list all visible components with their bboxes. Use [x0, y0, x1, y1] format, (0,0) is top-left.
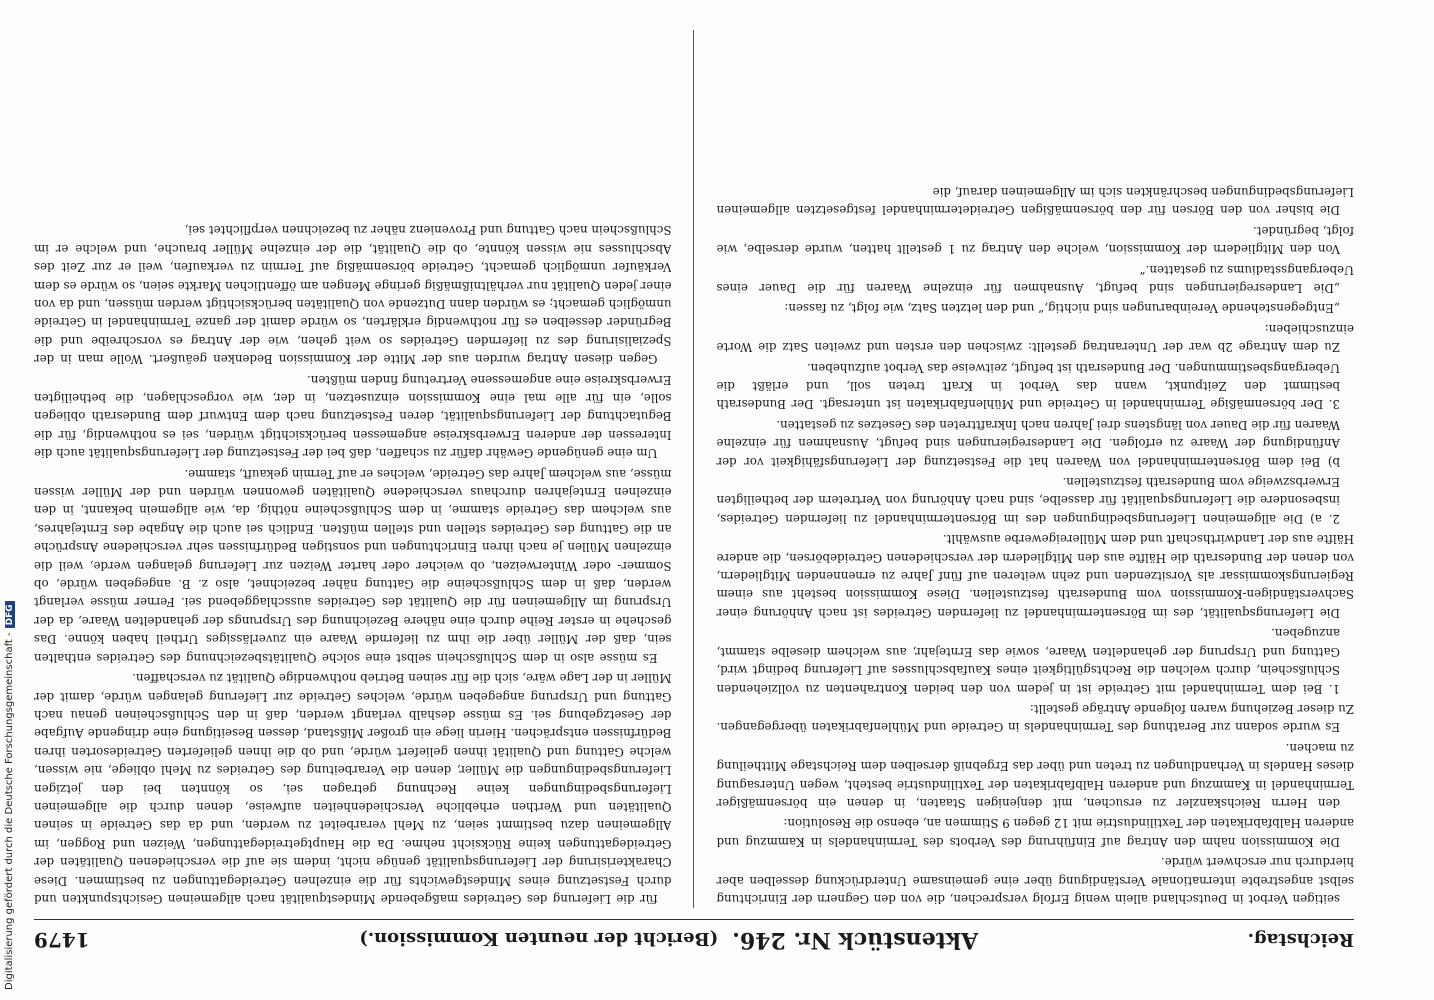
- page-header: [34, 919, 1354, 960]
- right-paragraph: für die Lieferung des Getreides maßgebende Mindestqualität nach allgemeinen Gesichtspunkten und durch Festsetzung eines Mindestgewichts für die einzelnen Getreidegattungen zu bestimmen. Diese Charakterisirung der Lieferungsqualität genüge nicht, indem sie auf die verschiedenen Qualitäten der Getreidegattungen keine Rücksicht nehme. Da die Hauptgetreidegattungen, Weizen und Roggen, im Allgemeinen dazu bestimmt seien, zu Mehl verarbeitet zu werden, und da das Getreide in seinen Qualitäten und Werthen erhebliche Verschiedenheiten aufweise, denen durch die allgemeinen Lieferungsbedingungen keine Rechnung getragen sei, so könnten bei den jetzigen Lieferungsbedingungen die Müller, denen die Verarbeitung des Getreides zu Mehl obliege, nie wissen, welche Gattung und Qualität ihnen geliefert würde, und ob die ihnen gelieferten Getreidesorten ihren Bedürfnissen entsprächen. Hierin liege ein großer Mißstand, dessen Beseitigung eine dringende Aufgabe der Gesetzgebung sei. Es müsse deshalb verlangt werden, daß in den Schlußscheinen genau nach Gattung und Ursprung angegeben würde, welches Getreide zur Lieferung gelangen würde, damit der Müller in der Lage wäre, sich die für seinen Betrieb nothwendige Qualität zu verschaffen.: [34, 671, 672, 906]
- left-paragraph: Von den Mitgliedern der Kommission, welche den Antrag zu 1 gestellt hatten, wurde derselbe, wie folgt, begründet.: [716, 223, 1354, 257]
- running-title-left: Reichstag.: [1247, 929, 1354, 951]
- credit-text: Digitalisierung gefördert durch die Deutsche Forschungsgemeinschaft -: [4, 632, 15, 990]
- running-title-right: (Bericht der neunten Kommission.): [359, 928, 719, 949]
- left-paragraph: b) Bei dem Börsenterminhandel von Waaren hat die Festsetzung der Lieferungsfähigkeit vor der Anfündigung der Waare zu erfolgen. Die Landesregierungen sind befugt, Ausnahmen für einzelne Waaren für die Dauer von längstens drei Jahren nach Inkrafttreten des Gesetzes zu gestatten.: [716, 417, 1340, 469]
- left-paragraph: seitigen Verbot in Deutschland allein wenig Erfolg versprechen, die von den Gegnern der Einrichtung selbst angestrebte internationale Verständigung über eine gemeinsame Unterdrückung desselben aber hierdurch nur erschwert würde.: [716, 855, 1354, 906]
- left-paragraph: 3. Der börsenmäßige Terminhandel in Getreide und Mühlenfabrikaten ist untersagt. Der Bundesrath bestimmt den Zeitpunkt, wann das Verbot in Kraft treten soll, und erläßt die Uebergangsbestimmungen. Der Bundesrath ist befugt, zeitweise das Verbot aufzuheben.: [716, 360, 1340, 412]
- right-paragraph: Gegen diesen Antrag wurden aus der Mitte der Kommission Bedenken geäußert. Wolle man in der Spezialisirung des zu liefernden Getreides so weit gehen, wie der Antrag es vorschreibe und die Begründer desselben es für nothwendig erklärten, so würde damit der ganze Terminhandel in Getreide unmöglich gemacht; es würden dann Dutzende von Qualitäten berücksichtigt werden müssen, und da von einer jeden Qualität nur verhältnißmäßig geringe Mengen am öffentlichen Markte seien, so würde es dem Verkäufer unmöglich gemacht, Getreide börsenmäßig auf Termin zu verkaufen, weil er zur Zeit des Abschlusses nie wissen könnte, ob die Qualität, die der einzelne Müller brauche, und welche er im Schlußschein nach Gattung und Provenienz näher zu bezeichnen verpflichtet sei,: [34, 223, 672, 367]
- left-paragraph: „Die Landesregierungen sind befugt, Ausnahmen für einzelne Waaren für die Dauer eines Uebergangsstadiums zu gestatten.“: [716, 262, 1354, 295]
- left-paragraph: Die bisher von den Börsen für den börsenmäßigen Getreideterminhandel festgesetzten allgemeinen Lieferungsbedingungen beschränkten sich im Allgemeinen darauf, die: [716, 184, 1354, 218]
- left-paragraph: Die Kommission nahm den Antrag auf Einführung des Verbots des Terminhandels in Kammzug und anderen Halbfabrikaten der Textilindustrie mit 12 gegen 9 Stimmen an, ebenso die Resolution:: [716, 816, 1354, 849]
- left-paragraph: 2. a) Die allgemeinen Lieferungsbedingungen des im Börsenterminhandel zu liefernden Getreides, insbesondere die Lieferungsqualität für dasselbe, sind nach Anhörung von Vertretern der betheiligten Erwerbszweige vom Bundesrath festzustellen.: [716, 475, 1340, 526]
- text-columns: [34, 30, 1354, 908]
- document-number: Aktenstück Nr. 246.: [732, 927, 979, 953]
- left-paragraph: Es wurde sodann zur Berathung des Terminhandels in Getreide und Mühlenfabrikaten übergegangen. Zu dieser Beziehung waren folgende Anträge gestellt:: [716, 701, 1354, 735]
- digitization-credit: [4, 570, 15, 990]
- page-sheet: [34, 30, 1354, 960]
- left-paragraph: Zu dem Antrage 2b war der Unterantrag gestellt: zwischen den ersten und zweiten Satz die Worte einzuschieben:: [716, 321, 1354, 355]
- left-paragraph: „Entgegenstehende Vereinbarungen sind nichtig,“ und den letzten Satz, wie folgt, zu fassen:: [784, 301, 1340, 316]
- left-column: [717, 30, 1355, 908]
- right-column: [34, 30, 672, 908]
- left-paragraph: 1. Bei dem Terminhandel mit Getreide ist in jedem von den beiden Kontrahenten zu vollziehenden Schlußschein, durch welchen die Rechtsgültigkeit eines Kaufabschlusses auf Lieferung bedingt wird, Gattung und Ursprung der gehandelten Waare, sowie das Erntejahr, aus welchem dieselbe stammt, anzugeben.: [716, 626, 1340, 696]
- header-center: [359, 927, 978, 953]
- right-paragraph: Um eine genügende Gewähr dafür zu schaffen, daß bei der Festsetzung der Lieferungsqualität auch die Interessen der anderen Erwerbskreise angemessen berücksichtigt würden, sei es nothwendig, für die Begutachtung der Lieferungsqualität, deren Festsetzung nach dem Entwurf dem Bundesrath obliegen solle, ein für alle mal eine Kommission einzusetzen, in der, wie vorgeschlagen, die betheiligten Erwerbskreise eine angemessene Vertretung finden müßten.: [34, 372, 672, 461]
- column-divider: [694, 30, 695, 908]
- page-number: 1479: [34, 928, 90, 952]
- right-paragraph: Es müsse also in dem Schlußschein selbst eine solche Qualitätsbezeichnung des Getreides enthalten sein, daß der Müller über die ihm zu liefernde Waare ein zuverlässiges Urtheil haben könne. Das geschehe in erster Reihe durch eine nähere Bezeichnung des Ursprungs der gehandelten Waare, da der Ursprung im Allgemeinen für die Qualität des Getreides ausschlaggebend sei. Ferner müsse verlangt werden, daß in dem Schlußscheine die Gattung näher bezeichnet, also z. B. angegeben würde, ob Sommer- oder Winterweizen, ob weicher oder harter Weizen zur Lieferung gelangen werde, weil die einzelnen Müllen je nach ihren Einrichtungen und sonstigen Bedürfnissen sehr verschiedene Ansprüche an die Gattung des Getreides stellen und stellen müßten. Endlich sei auch die Angabe des Erntejahres, aus welchem das Getreide stamme, in dem Schlußscheine nöthig, da, wie allgemein bekannt, in den einzelnen Erntejahren durchaus verschiedene Qualitäten gewonnen würden und der Müller wissen müsse, aus welchem Jahre das Getreide, welches er auf Termin gekauft, stamme.: [34, 466, 672, 665]
- dfg-logo: DFG: [5, 601, 15, 628]
- left-paragraph: Die Lieferungsqualität, des im Börsenterminhandel zu liefernden Getreides ist nach Anhörung einer Sachverständigen-Kommission vom Bundesrath festzustellen. Diese Kommission besteht aus einem Regierungskommissar als Vorsitzenden und zehn weiteren auf fünf Jahre zu ernennenden Mitgliedern, von denen der Bundesrath die Hälfte aus den Mitgliedern der verschiedenen Getreidebörsen, die andere Hälfte aus der Landwirthschaft und dem Müllereigewerbe auswählt.: [716, 532, 1354, 620]
- left-paragraph: den Herrn Reichskanzler zu ersuchen, mit denjenigen Staaten, in denen ein börsenmäßiger Terminhandel in Kammzug und anderen Halbfabrikaten der Textilindustrie besteht, wegen Untersagung dieses Handels in Verhandlungen zu treten und über das Ergebniß derselben dem Reichstage Mittheilung zu machen.: [716, 740, 1354, 810]
